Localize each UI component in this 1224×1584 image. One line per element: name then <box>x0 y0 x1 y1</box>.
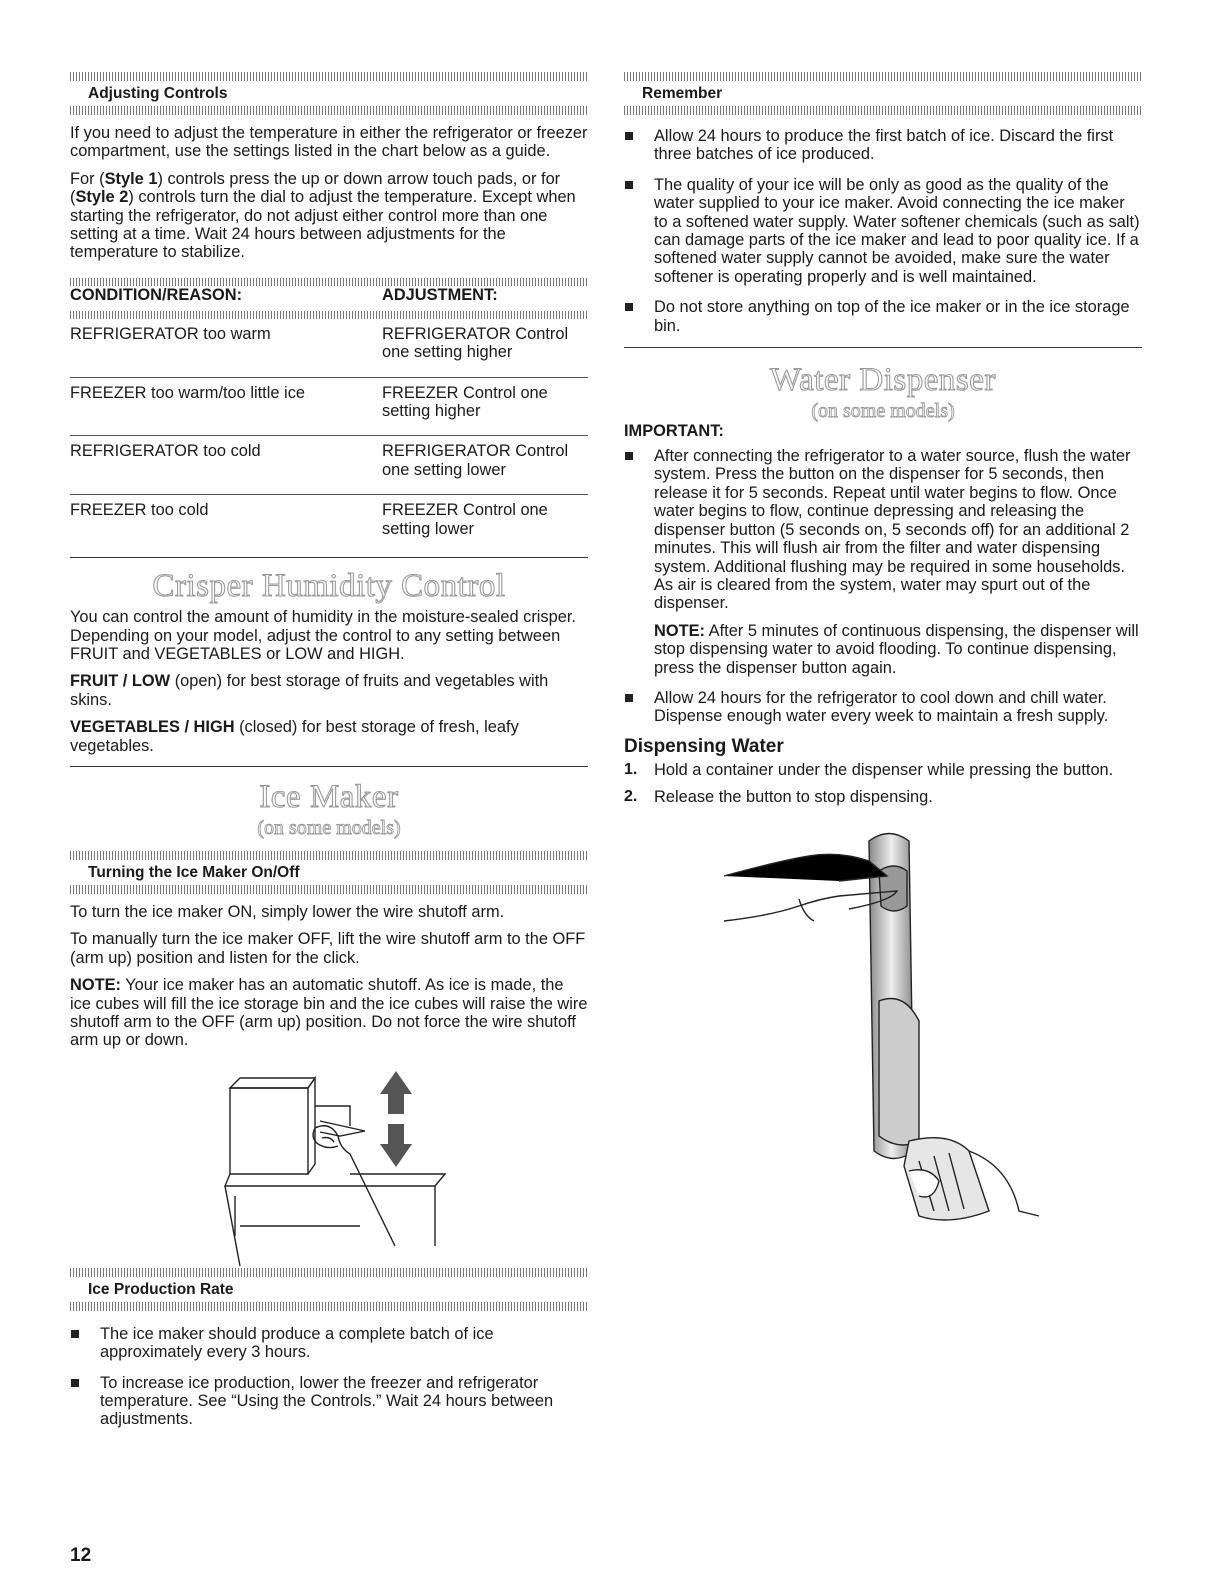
adjustment-cell: FREEZER Control one setting higher <box>382 383 548 421</box>
table-row <box>70 495 588 553</box>
list-item: The quality of your ice will be only as good as the quality of the water supplied to your ice maker. Avoid connecting the ice maker to a softened water supply. Water softener chemicals (such as salt) can damage parts of the ice maker and lead to poor quality ice. If a softened water supply cannot be avoided, make sure the water softener is operating properly and is well maintained. <box>624 176 1142 286</box>
paragraph: You can control the amount of humidity in the moisture-sealed crisper. Depending on your model, adjust the control to any setting between FRUIT and VEGETABLES or LOW and HIGH. <box>70 608 576 663</box>
left-column <box>70 72 588 1429</box>
water-dispenser-section <box>624 362 1142 1221</box>
paragraph: VEGETABLES / HIGH (closed) for best storage of fresh, leafy vegetables. <box>70 718 519 755</box>
section-rule <box>70 557 588 558</box>
crisper-title: Crisper Humidity Control <box>152 568 506 605</box>
hatch-divider <box>70 72 588 81</box>
crisper-section <box>70 568 588 755</box>
condition-cell: FREEZER too cold <box>70 501 209 520</box>
adjusting-controls-section <box>70 72 588 553</box>
hatch-divider <box>70 1302 588 1311</box>
condition-cell: REFRIGERATOR too warm <box>70 324 271 343</box>
ice-maker-subtitle: (on some models) <box>257 816 401 839</box>
paragraph: NOTE: Your ice maker has an automatic shutoff. As ice is made, the ice cubes will fill the ice storage bin and the ice cubes will raise the wire shutoff arm to the OFF (arm up) position. Do not force the wire shutoff arm up or down. <box>70 976 588 1050</box>
page-number: 12 <box>70 1545 92 1566</box>
important-label: IMPORTANT: <box>624 422 724 441</box>
adjustment-cell: REFRIGERATOR Control one setting lower <box>382 442 569 479</box>
step-item: 1. Hold a container under the dispenser while pressing the button. <box>624 760 1114 779</box>
list-item: Allow 24 hours for the refrigerator to cool down and chill water. Dispense enough water every week to maintain a fresh supply. <box>624 689 1142 726</box>
ice-maker-title: Ice Maker <box>259 778 399 815</box>
hatch-divider <box>70 1268 588 1277</box>
water-dispenser-illustration <box>719 821 1142 1221</box>
adjustment-cell: FREEZER Control one setting lower <box>382 501 548 538</box>
list-item: Allow 24 hours to produce the first batch of ice. Discard the first three batches of ice produced. <box>624 127 1142 164</box>
water-dispenser-subtitle: (on some models) <box>811 400 955 423</box>
dispensing-water-heading: Dispensing Water <box>624 735 784 757</box>
adjustment-cell: REFRIGERATOR Control one setting higher <box>382 324 569 362</box>
list-item: The ice maker should produce a complete batch of ice approximately every 3 hours. <box>70 1325 588 1362</box>
list-item: Do not store anything on top of the ice maker or in the ice storage bin. <box>624 298 1142 335</box>
hatch-divider <box>70 885 588 894</box>
condition-cell: FREEZER too warm/too little ice <box>70 383 305 402</box>
column-header-condition: CONDITION/REASON: <box>70 285 243 304</box>
water-dispenser-title: Water Dispenser <box>770 362 996 399</box>
paragraph: For (Style 1) controls press the up or down arrow touch pads, or for (Style 2) controls turn the dial to adjust the temperature. Except when starting the refrigerator, do not adjust either control more than one setting at a time. Wait 24 hours between adjustments for the temperature to stabilize. <box>70 169 576 262</box>
right-column <box>624 72 1142 1221</box>
list-item: After connecting the refrigerator to a water source, flush the water system. Press the button on the dispenser for 5 seconds, then release it for 5 seconds. Repeat until water begins to flow. Once water begins to flow, continue depressing and releasing the dispenser button (5 seconds on, 5 seconds off) for an additional 2 minutes. This will flush air from the filter and water dispensing system. Additional flushing may be required in some households. As air is cleared from the system, water may spurt out of the dispenser. NOTE: After 5 minutes of continuous dispensing, the dispenser will stop dispensing water to avoid flooding. To continue dispensing, press the dispenser button again. <box>624 447 1142 677</box>
hatch-divider <box>624 72 1142 81</box>
ice-production-rate-heading: Ice Production Rate <box>88 1280 234 1298</box>
hatch-divider <box>70 851 588 860</box>
condition-cell: REFRIGERATOR too cold <box>70 442 261 461</box>
table-row <box>70 436 588 495</box>
paragraph: To manually turn the ice maker OFF, lift the wire shutoff arm to the OFF (arm up) position and listen for the click. <box>70 930 586 967</box>
adjusting-controls-heading: Adjusting Controls <box>88 85 228 102</box>
paragraph: If you need to adjust the temperature in either the refrigerator or freezer compartment, use the settings listed in the chart below as a guide. <box>70 124 588 161</box>
section-rule <box>70 766 588 767</box>
step-item: 2. Release the button to stop dispensing. <box>624 788 933 807</box>
remember-section <box>624 72 1142 335</box>
ice-maker-section <box>70 779 588 1429</box>
paragraph: FRUIT / LOW (open) for best storage of fruits and vegetables with skins. <box>70 672 549 709</box>
remember-heading: Remember <box>642 85 723 102</box>
section-rule <box>624 347 1142 348</box>
note-paragraph: NOTE: After 5 minutes of continuous dispensing, the dispenser will stop dispensing water to avoid flooding. To continue dispensing, press the dispenser button again. <box>654 621 1139 677</box>
paragraph: To turn the ice maker ON, simply lower the wire shutoff arm. <box>70 902 505 921</box>
column-header-adjustment: ADJUSTMENT: <box>382 285 498 304</box>
table-row <box>70 319 588 377</box>
turning-heading: Turning the Ice Maker On/Off <box>88 863 300 881</box>
ice-maker-illustration <box>220 1066 588 1266</box>
list-item: To increase ice production, lower the freezer and refrigerator temperature. See “Using the Controls.” Wait 24 hours between adjustments. <box>70 1374 588 1429</box>
hatch-divider <box>624 106 1142 115</box>
hatch-divider <box>70 106 588 115</box>
adjustment-table <box>70 278 588 553</box>
table-row <box>70 377 588 436</box>
